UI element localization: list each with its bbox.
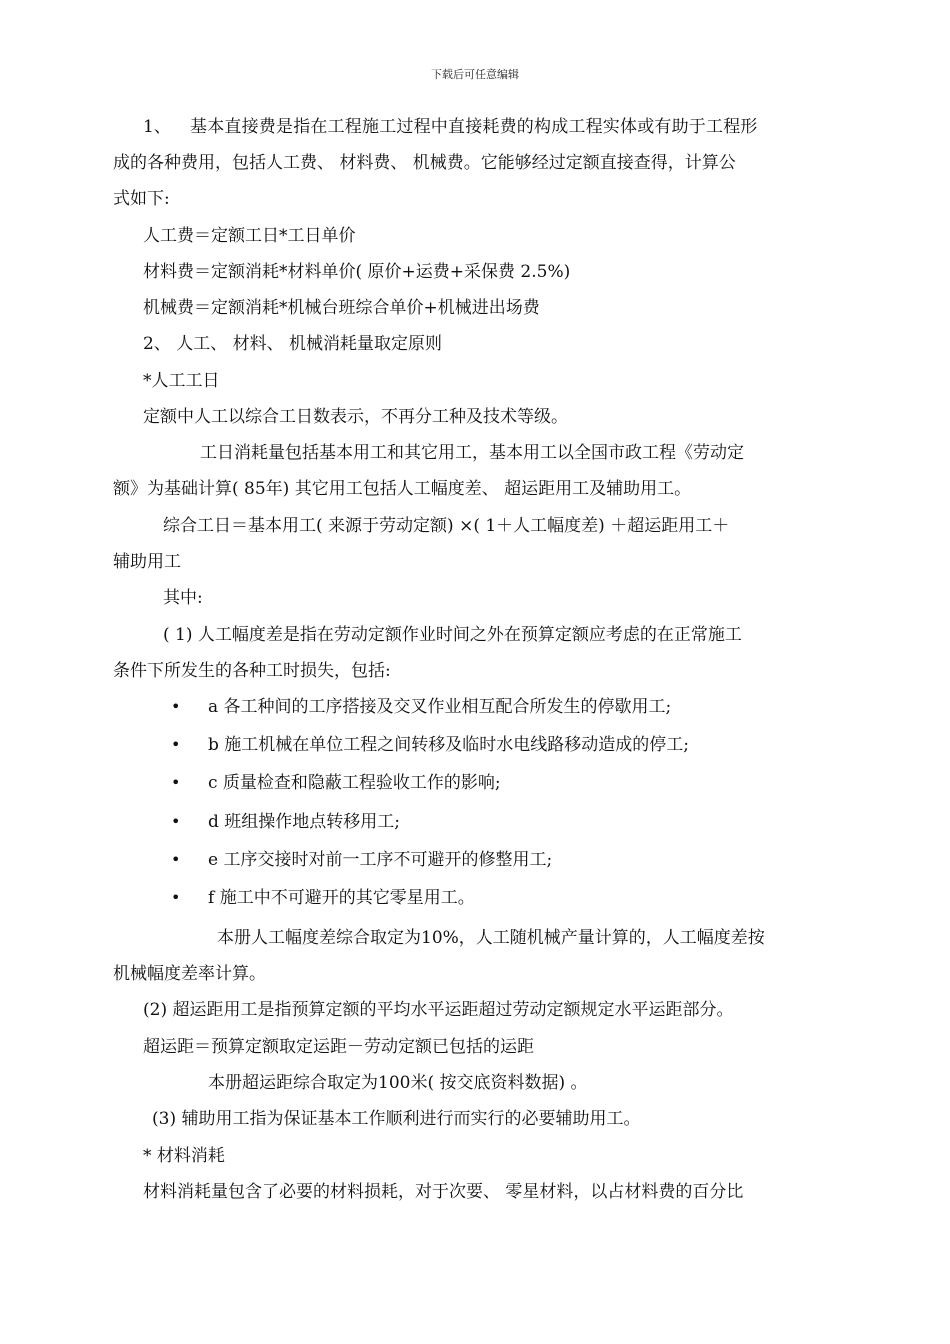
composite-formula-line-2: 辅助用工 — [113, 552, 181, 572]
item-1-line-1: ( 1) 人工幅度差是指在劳动定额作业时间之外在预算定额应考虑的在正常施工 — [163, 625, 742, 645]
list-item: d 班组操作地点转移用工; — [208, 812, 401, 832]
labor-paragraph: 定额中人工以综合工日数表示，不再分工种及技术等级。 — [143, 407, 568, 427]
over-distance-value: 本册超运距综合取定为100米( 按交底资料数据) 。 — [208, 1073, 588, 1093]
margin-paragraph-line-1: 本册人工幅度差综合取定为10%，人工随机械产量计算的，人工幅度差按 — [217, 928, 765, 948]
bullet-icon: • — [171, 697, 181, 716]
list-item: a 各工种间的工序搭接及交叉作业相互配合所发生的停歇用工; — [208, 697, 672, 717]
over-distance-formula: 超运距＝预算定额取定运距－劳动定额已包括的运距 — [143, 1037, 534, 1057]
formula-machine: 机械费＝定额消耗*机械台班综合单价+机械进出场费 — [143, 298, 540, 318]
paragraph-1-line-2: 成的各种费用，包括人工费、 材料费、 机械费。它能够经过定额直接查得，计算公 — [113, 153, 736, 173]
paragraph-1-line-3: 式如下: — [113, 189, 170, 209]
bullet-icon: • — [171, 850, 181, 869]
page-header: 下载后可任意编辑 — [431, 68, 519, 81]
bullet-icon: • — [171, 735, 181, 754]
section-2-heading: 2、 人工、 材料、 机械消耗量取定原则 — [143, 334, 443, 354]
list-item: e 工序交接时对前一工序不可避开的修整用工; — [208, 850, 553, 870]
list-item: f 施工中不可避开的其它零星用工。 — [208, 888, 475, 908]
bullet-icon: • — [171, 812, 181, 831]
material-paragraph: 材料消耗量包含了必要的材料损耗，对于次要、 零星材料，以占材料费的百分比 — [143, 1182, 744, 1202]
composite-formula-line-1: 综合工日＝基本用工( 来源于劳动定额) ×( 1＋人工幅度差) ＋超运距用工＋ — [163, 516, 730, 536]
list-item: b 施工机械在单位工程之间转移及临时水电线路移动造成的停工; — [208, 735, 690, 755]
workday-paragraph-line-2: 额》为基础计算( 85年) 其它用工包括人工幅度差、 超运距用工及辅助用工。 — [113, 479, 692, 499]
bullet-icon: • — [171, 773, 181, 792]
item-3-paragraph: (3) 辅助用工指为保证基本工作顺利进行而实行的必要辅助用工。 — [152, 1109, 641, 1129]
paragraph-1-line-1: 基本直接费是指在工程施工过程中直接耗费的构成工程实体或有助于工程形 — [190, 117, 758, 137]
where-label: 其中: — [163, 588, 203, 608]
subsection-labor-heading: *人工工日 — [143, 371, 220, 391]
item-2-paragraph: (2) 超运距用工是指预算定额的平均水平运距超过劳动定额规定水平运距部分。 — [143, 1000, 734, 1020]
subsection-material-heading: * 材料消耗 — [143, 1146, 225, 1166]
formula-labor: 人工费＝定额工日*工日单价 — [143, 226, 356, 246]
list-item: c 质量检查和隐蔽工程验收工作的影响; — [208, 773, 501, 793]
margin-paragraph-line-2: 机械幅度差率计算。 — [113, 964, 266, 984]
item-1-line-2: 条件下所发生的各种工时损失，包括: — [113, 661, 391, 681]
workday-paragraph-line-1: 工日消耗量包括基本用工和其它用工，基本用工以全国市政工程《劳动定 — [200, 443, 744, 463]
bullet-icon: • — [171, 888, 181, 907]
formula-material: 材料费＝定额消耗*材料单价( 原价+运费+采保费 2.5%) — [143, 262, 571, 282]
list-number-1: 1、 — [143, 117, 171, 137]
